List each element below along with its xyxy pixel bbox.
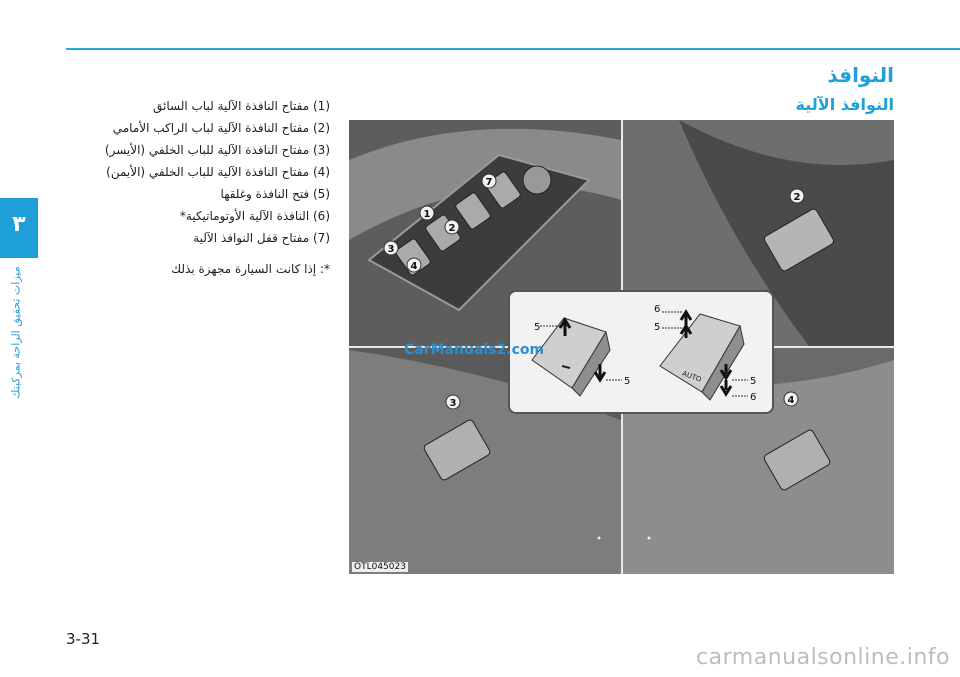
callout-4b-label: 4 (787, 395, 795, 406)
callout-3b-label: 3 (449, 398, 457, 409)
callout-1 (420, 206, 434, 220)
legend-item: (7) مفتاح قفل النوافذ الآلية (193, 231, 330, 245)
legend-item: (1) مفتاح النافذة الآلية لباب السائق (152, 99, 330, 113)
callout-7-label: 7 (485, 177, 493, 188)
inset-label-right-top: 6 (654, 304, 661, 315)
callout-3 (384, 241, 398, 255)
legend-item: (2) مفتاح النافذة الآلية لباب الراكب الأمامي (112, 121, 330, 135)
callout-2-label: 2 (793, 192, 801, 203)
callout-4-label: 4 (410, 261, 418, 272)
legend-list (100, 95, 330, 249)
page-number: 3-31 (66, 630, 101, 648)
inset-label-right-bottom: 6 (750, 392, 757, 403)
callout-2b-label: 2 (448, 223, 456, 234)
auto-label: AUTO (681, 369, 703, 384)
callout-3b (446, 395, 460, 409)
chapter-label-container (4, 258, 28, 418)
inset-label-right-up: 5 (654, 322, 661, 333)
callout-4 (407, 258, 421, 272)
page-title: النوافذ (827, 63, 894, 87)
inset-label-right-mid: 5 (750, 376, 757, 387)
callout-2b (445, 220, 459, 234)
inset-illustration (510, 292, 772, 412)
header-rule (66, 48, 960, 50)
callout-1-label: 1 (423, 209, 431, 220)
chapter-number: ٣ (12, 212, 26, 237)
callout-3-label: 3 (387, 244, 395, 255)
watermark: CarManuals2.com (404, 342, 545, 358)
legend-item: (5) فتح النافذة وغلقها (220, 187, 330, 201)
site-footer: carmanualsonline.info (696, 645, 950, 670)
chapter-label: ميزات تحقيق الراحة بمركبتك (9, 266, 23, 399)
legend-item: (4) مفتاح النافذة الآلية للباب الخلفي (الأيمن) (106, 165, 330, 179)
switch-operation-inset (508, 290, 774, 414)
chapter-tab (0, 198, 38, 258)
figure-code: OTL045023 (354, 562, 406, 572)
callout-7 (482, 174, 496, 188)
section-title: النوافذ الآلية (795, 95, 894, 114)
inset-label-left-down: 5 (624, 376, 631, 387)
inset-label-left-up: 5 (534, 322, 541, 333)
callout-4b (784, 392, 798, 406)
legend-item: (3) مفتاح النافذة الآلية للباب الخلفي (الأيسر) (104, 143, 330, 157)
arrow-double-down-icon (721, 380, 731, 394)
legend-item: (6) النافذة الآلية الأوتوماتيكية* (179, 209, 330, 223)
callout-2 (790, 189, 804, 203)
footnote: *: إذا كانت السيارة مجهزة بذلك (171, 262, 330, 276)
